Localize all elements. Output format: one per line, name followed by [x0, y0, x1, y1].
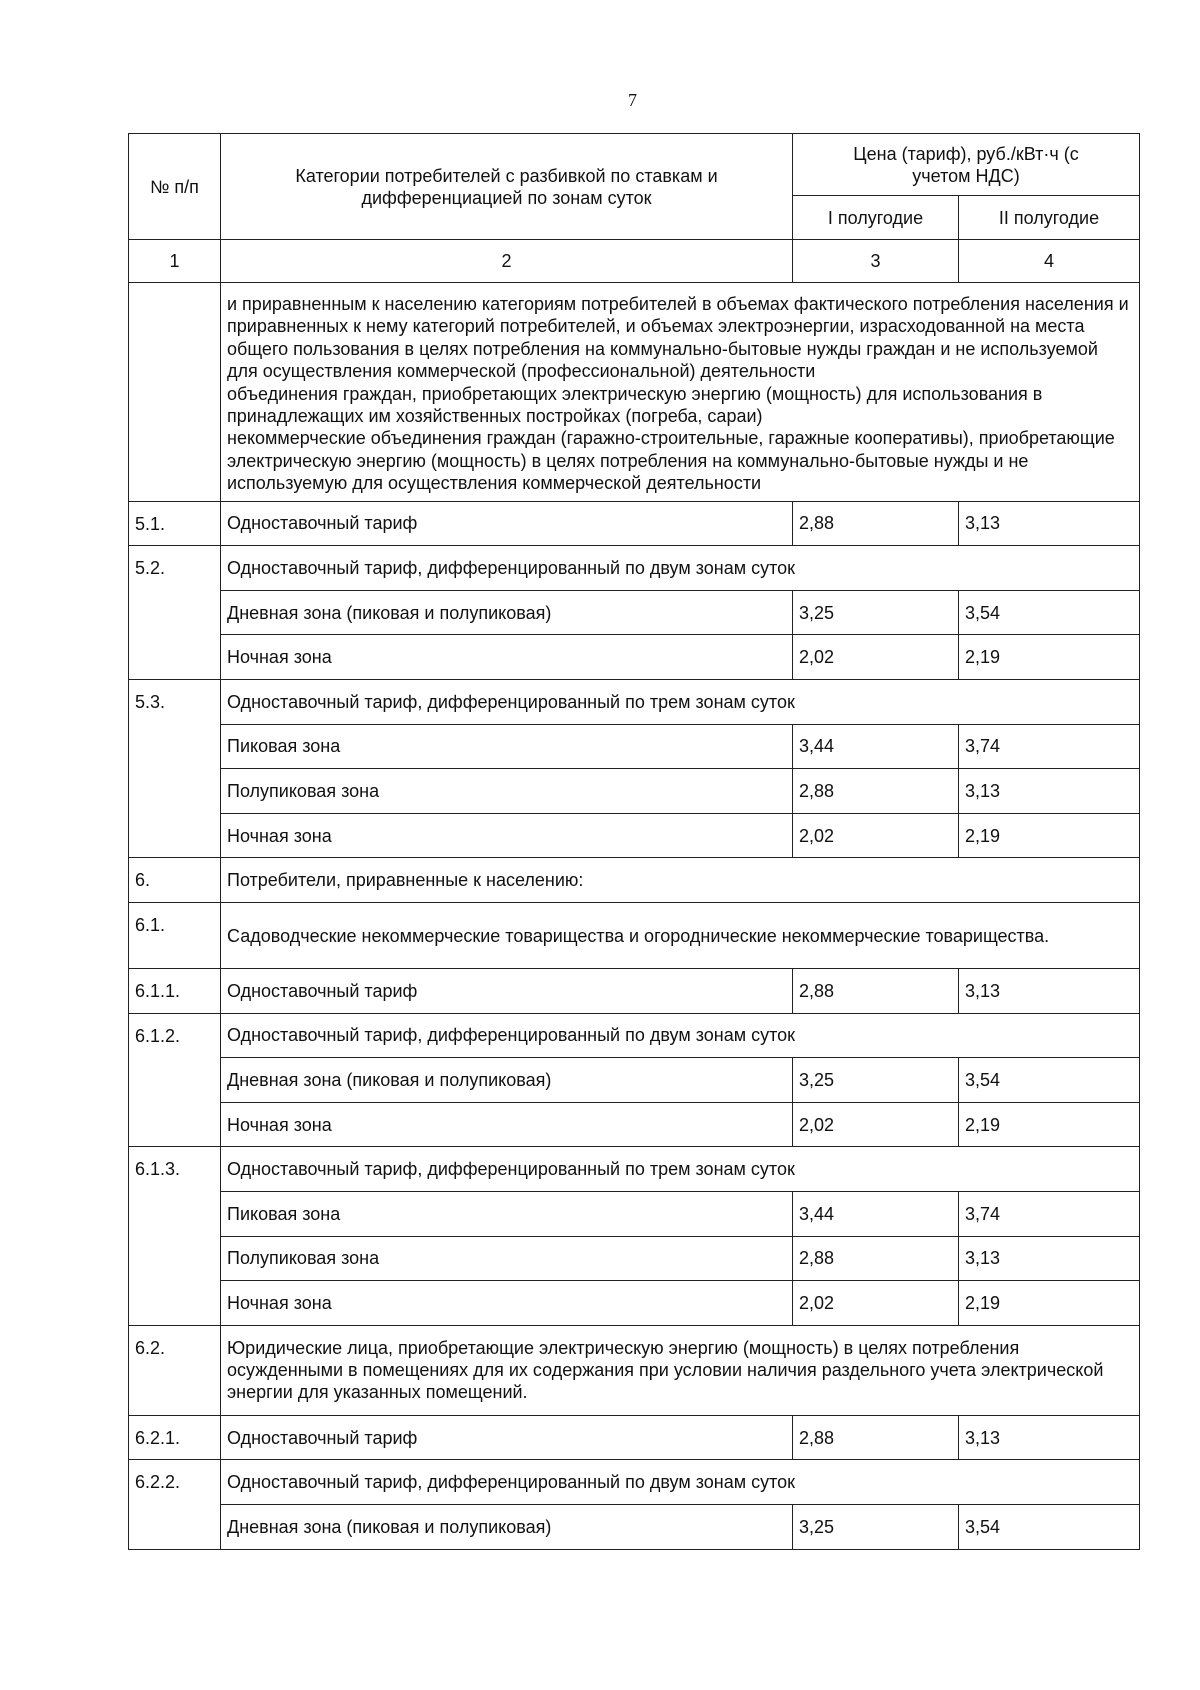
table-row: [129, 1281, 1140, 1326]
intro-line: объединения граждан, приобретающих электрическую энергию (мощность) для использования в принадлежащих им хозяйственных постройках (погреба, сараи): [227, 383, 1043, 427]
tariff-table: [128, 133, 1140, 1550]
price-half-2: 2,19: [959, 1281, 1140, 1326]
row-category: Дневная зона (пиковая и полупиковая): [221, 590, 793, 635]
column-number-1: 1: [129, 240, 221, 283]
header-half-1: I полугодие: [793, 196, 959, 240]
column-number-2: 2: [221, 240, 793, 283]
row-number: 6.2.: [129, 1325, 221, 1415]
price-half-1: 3,25: [793, 1504, 959, 1549]
table-row: [129, 813, 1140, 858]
row-category: Одноставочный тариф: [221, 969, 793, 1014]
price-half-1: 3,44: [793, 1191, 959, 1236]
price-half-2: 2,19: [959, 1102, 1140, 1147]
price-half-2: 3,13: [959, 1236, 1140, 1281]
row-category: Одноставочный тариф, дифференцированный по двум зонам суток: [221, 1013, 1140, 1058]
row-category: Ночная зона: [221, 635, 793, 680]
price-half-1: 2,02: [793, 1102, 959, 1147]
row-number: 6.1.3.: [129, 1147, 221, 1325]
header-price: Цена (тариф), руб./кВт·ч (с учетом НДС): [793, 134, 1140, 196]
table-row: [129, 1013, 1140, 1058]
price-half-1: 2,88: [793, 769, 959, 814]
table-row: [129, 858, 1140, 903]
row-number: 6.2.2.: [129, 1460, 221, 1549]
intro-line: некоммерческие объединения граждан (гаражно-строительные, гаражные кооперативы), приобретающие электрическую энергию (мощность) в целях потребления на коммунально-бытовые нужды и не используемую для осуществления коммерческой деятельности: [227, 428, 1115, 494]
table-row: [129, 635, 1140, 680]
price-half-1: 2,02: [793, 813, 959, 858]
table-row: [129, 769, 1140, 814]
header-number: № п/п: [129, 134, 221, 240]
header-half-2: II полугодие: [959, 196, 1140, 240]
table-row: [129, 1415, 1140, 1460]
intro-row: [129, 283, 1140, 502]
price-half-1: 3,25: [793, 590, 959, 635]
price-half-1: 3,44: [793, 724, 959, 769]
row-number: 6.1.2.: [129, 1013, 221, 1147]
table-row: [129, 1460, 1140, 1505]
row-number: 6.2.1.: [129, 1415, 221, 1460]
price-half-2: 2,19: [959, 813, 1140, 858]
price-half-2: 3,54: [959, 1058, 1140, 1103]
row-category: Одноставочный тариф, дифференцированный по трем зонам суток: [221, 680, 1140, 725]
price-half-1: 2,88: [793, 1236, 959, 1281]
price-half-2: 3,13: [959, 1415, 1140, 1460]
table-row: [129, 501, 1140, 546]
row-category: Дневная зона (пиковая и полупиковая): [221, 1058, 793, 1103]
price-half-1: 3,25: [793, 1058, 959, 1103]
row-category: Пиковая зона: [221, 1191, 793, 1236]
row-category: Садоводческие некоммерческие товарищества и огороднические некоммерческие товарищества.: [221, 903, 1140, 969]
intro-text: [221, 283, 1140, 502]
row-number: 6.: [129, 858, 221, 903]
price-half-2: 2,19: [959, 635, 1140, 680]
table-row: [129, 1102, 1140, 1147]
row-number: 5.3.: [129, 680, 221, 858]
column-number-3: 3: [793, 240, 959, 283]
row-number: 6.1.: [129, 903, 221, 969]
row-category: Ночная зона: [221, 1102, 793, 1147]
row-category: Одноставочный тариф: [221, 1415, 793, 1460]
row-category: Полупиковая зона: [221, 769, 793, 814]
row-category: Одноставочный тариф, дифференцированный по трем зонам суток: [221, 1147, 1140, 1192]
price-half-1: 2,02: [793, 635, 959, 680]
price-half-1: 2,88: [793, 1415, 959, 1460]
table-row: [129, 724, 1140, 769]
table-row: [129, 590, 1140, 635]
table-row: [129, 1191, 1140, 1236]
price-half-2: 3,13: [959, 769, 1140, 814]
table-row: [129, 680, 1140, 725]
row-category: Потребители, приравненные к населению:: [221, 858, 1140, 903]
price-half-2: 3,54: [959, 590, 1140, 635]
price-half-1: 2,88: [793, 969, 959, 1014]
table-row: [129, 1325, 1140, 1415]
row-category: Полупиковая зона: [221, 1236, 793, 1281]
intro-line: и приравненным к населению категориям потребителей в объемах фактического потребления населения и приравненных к нему категорий потребителей, и объемах электроэнергии, израсходованной на места общего пользования в целях потребления на коммунально-бытовые нужды граждан и не используемой для осуществления коммерческой (профессиональной) деятельности: [227, 294, 1129, 382]
price-half-2: 3,74: [959, 1191, 1140, 1236]
row-category: Одноставочный тариф, дифференцированный по двум зонам суток: [221, 1460, 1140, 1505]
row-category: Одноставочный тариф: [221, 501, 793, 546]
row-number: 5.2.: [129, 546, 221, 680]
table-row: [129, 546, 1140, 591]
table-row: [129, 1058, 1140, 1103]
intro-number-cell: [129, 283, 221, 502]
row-category: Ночная зона: [221, 1281, 793, 1326]
table-row: [129, 1236, 1140, 1281]
price-half-2: 3,54: [959, 1504, 1140, 1549]
row-category: Пиковая зона: [221, 724, 793, 769]
table-row: [129, 1504, 1140, 1549]
row-category: Юридические лица, приобретающие электрическую энергию (мощность) в целях потребления осужденными в помещениях для их содержания при условии наличия раздельного учета электрической энергии для указанных помещений.: [221, 1325, 1140, 1415]
column-number-4: 4: [959, 240, 1140, 283]
table-row: [129, 1147, 1140, 1192]
page-number: 7: [628, 90, 637, 110]
row-number: 5.1.: [129, 501, 221, 546]
price-half-1: 2,88: [793, 501, 959, 546]
price-half-2: 3,13: [959, 969, 1140, 1014]
row-category: Одноставочный тариф, дифференцированный по двум зонам суток: [221, 546, 1140, 591]
table-row: [129, 969, 1140, 1014]
row-number: 6.1.1.: [129, 969, 221, 1014]
row-category: Дневная зона (пиковая и полупиковая): [221, 1504, 793, 1549]
row-category: Ночная зона: [221, 813, 793, 858]
price-half-1: 2,02: [793, 1281, 959, 1326]
header-category: Категории потребителей с разбивкой по ставкам и дифференциацией по зонам суток: [221, 134, 793, 240]
table-row: [129, 903, 1140, 969]
price-half-2: 3,13: [959, 501, 1140, 546]
price-half-2: 3,74: [959, 724, 1140, 769]
